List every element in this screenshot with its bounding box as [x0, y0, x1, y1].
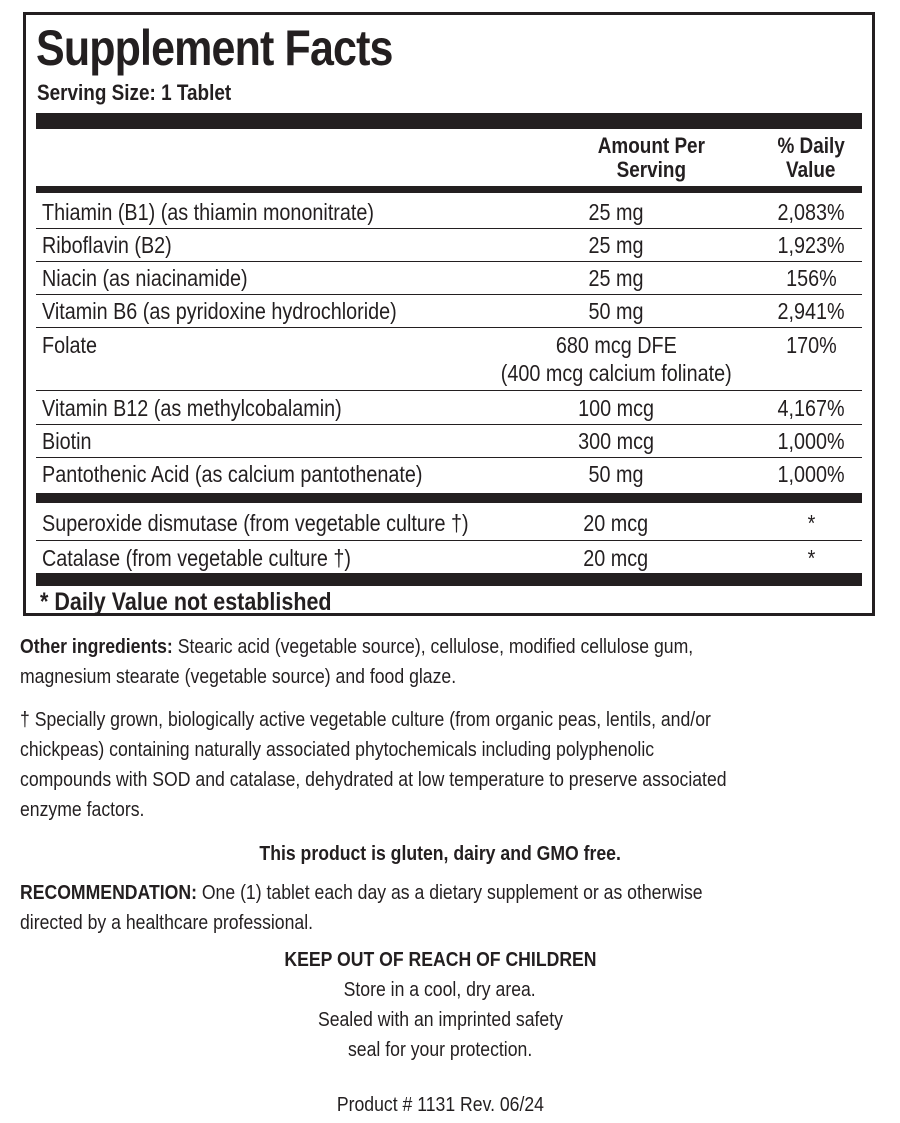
recommendation-label: RECOMMENDATION:	[20, 881, 197, 904]
daily-value-footnote: * Daily Value not established	[40, 588, 332, 616]
storage-line: Sealed with an imprinted safety	[317, 1008, 563, 1031]
vegetable-culture-note: † Specially grown, biologically active vegetable culture (from organic peas, lentils, and/or chickpeas) containing naturally associated phytochemicals including polyphenolic compounds with SOD and catalase, dehydrated at low temperature to preserve associated enzyme factors.	[20, 708, 727, 821]
other-ingredients-label: Other ingredients:	[20, 635, 173, 658]
nutrient-name: Riboflavin (B2)	[42, 232, 172, 258]
nutrient-daily-value: 4,167%	[777, 395, 845, 421]
child-warning: KEEP OUT OF REACH OF CHILDREN	[283, 948, 597, 971]
nutrient-daily-value: *	[807, 545, 815, 571]
nutrient-name: Catalase (from vegetable culture †)	[42, 545, 351, 571]
nutrient-name: Folate	[42, 332, 97, 358]
column-header-amount: Amount Per Serving	[597, 133, 705, 182]
nutrient-amount: 50 mg	[588, 298, 644, 324]
row-divider	[36, 457, 862, 458]
nutrient-name: Pantothenic Acid (as calcium pantothenate)	[42, 461, 423, 487]
nutrient-source-note: (400 mcg calcium folinate)	[500, 360, 732, 386]
nutrient-amount: 100 mcg	[578, 395, 654, 421]
row-divider	[36, 390, 862, 391]
supplement-facts-panel	[23, 12, 875, 616]
row-divider	[36, 327, 862, 328]
nutrient-amount: 25 mg	[588, 265, 644, 291]
nutrient-name: Vitamin B6 (as pyridoxine hydrochloride)	[42, 298, 397, 324]
medium-divider-header	[36, 186, 862, 193]
row-divider	[36, 540, 862, 541]
row-divider	[36, 294, 862, 295]
nutrient-name: Thiamin (B1) (as thiamin mononitrate)	[42, 199, 374, 225]
nutrient-daily-value: 2,941%	[777, 298, 845, 324]
recommendation: RECOMMENDATION: One (1) tablet each day as a dietary supplement or as otherwise directed by a healthcare professional.	[20, 881, 703, 934]
nutrient-amount: 20 mcg	[583, 510, 649, 536]
nutrient-daily-value: 2,083%	[777, 199, 845, 225]
nutrient-amount: 300 mcg	[578, 428, 654, 454]
nutrient-daily-value: 1,000%	[777, 461, 845, 487]
nutrient-name: Vitamin B12 (as methylcobalamin)	[42, 395, 342, 421]
medium-divider-blend	[36, 493, 862, 503]
nutrient-daily-value: 156%	[785, 265, 837, 291]
nutrient-daily-value: 1,923%	[777, 232, 845, 258]
nutrient-name: Niacin (as niacinamide)	[42, 265, 248, 291]
row-divider	[36, 261, 862, 262]
allergen-free-statement: This product is gluten, dairy and GMO free.	[259, 842, 621, 865]
nutrient-daily-value: *	[807, 510, 815, 536]
thick-divider-bottom	[36, 573, 862, 586]
row-divider	[36, 424, 862, 425]
nutrient-amount: 25 mg	[588, 232, 644, 258]
storage-line: Store in a cool, dry area.	[343, 978, 537, 1001]
nutrient-name: Superoxide dismutase (from vegetable culture †)	[42, 510, 469, 536]
row-divider	[36, 228, 862, 229]
panel-title: Supplement Facts	[36, 20, 393, 76]
other-ingredients: Other ingredients: Stearic acid (vegetable source), cellulose, modified cellulose gum, magnesium stearate (vegetable source) and food glaze.	[20, 635, 694, 688]
nutrient-amount: 20 mcg	[583, 545, 649, 571]
nutrient-daily-value: 170%	[785, 332, 837, 358]
nutrient-amount: 50 mg	[588, 461, 644, 487]
nutrient-amount: 25 mg	[588, 199, 644, 225]
nutrient-name: Biotin	[42, 428, 92, 454]
product-number: Product # 1131 Rev. 06/24	[336, 1093, 544, 1116]
serving-size: Serving Size: 1 Tablet	[37, 80, 232, 105]
nutrient-amount: 680 mcg DFE	[555, 332, 677, 358]
storage-line: seal for your protection.	[347, 1038, 533, 1061]
column-header-daily-value: % Daily Value	[777, 133, 845, 182]
thick-divider-top	[36, 113, 862, 129]
nutrient-daily-value: 1,000%	[777, 428, 845, 454]
